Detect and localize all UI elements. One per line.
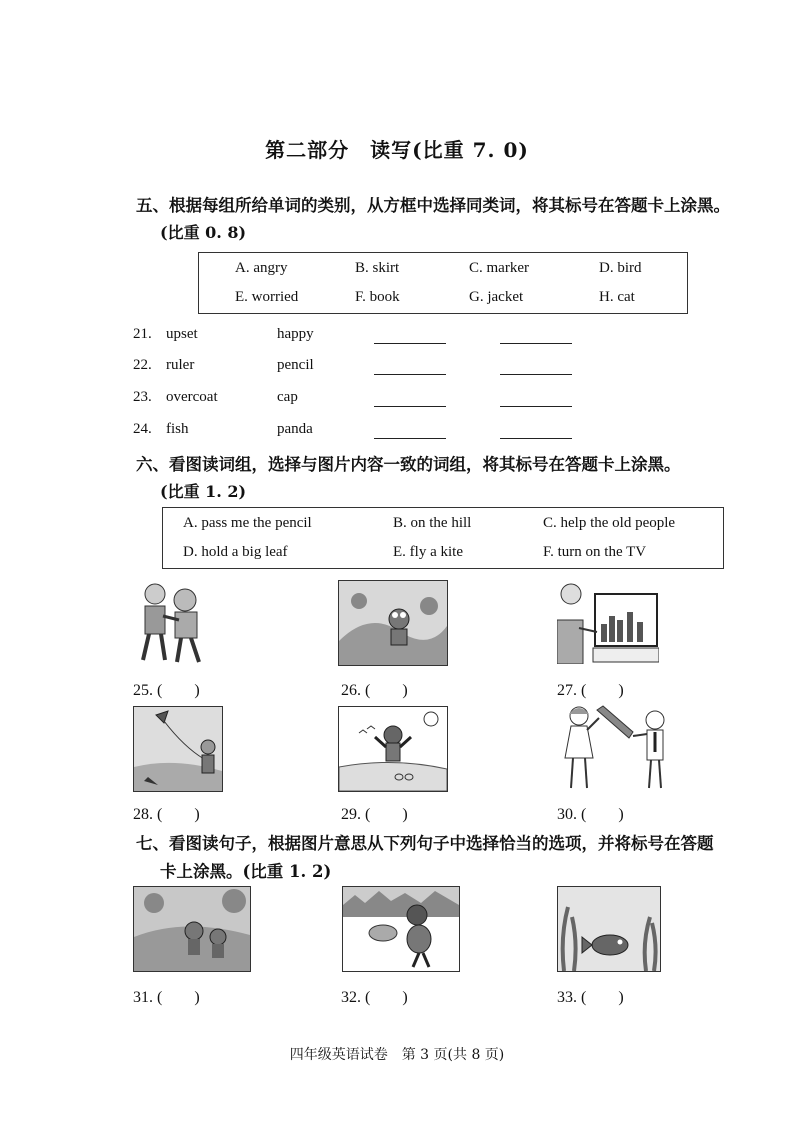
question-word-1: upset [166,326,198,342]
option-c: C. help the old people [543,515,676,531]
picture-animals-in-forest [133,886,251,972]
section-5-weight: (比重 0. 8) [160,223,247,242]
answer-blank[interactable] [374,438,446,439]
answer-blank[interactable] [500,406,572,407]
question-number: 23. [133,389,152,405]
option-d: D. hold a big leaf [183,544,288,560]
question-word-1: overcoat [166,389,218,405]
question-word-1: fish [166,421,189,437]
answer-blank[interactable] [500,343,572,344]
page-footer: 四年级英语试卷 第 3 页(共 8 页) [289,1047,505,1063]
answer-label-25[interactable]: 25. ( ) [133,682,200,699]
option-f: F. turn on the TV [543,544,647,560]
answer-label-28[interactable]: 28. ( ) [133,806,200,823]
answer-label-26[interactable]: 26. ( ) [341,682,408,699]
section-5-heading: 五、根据每组所给单词的类别，从方框中选择同类词，将其标号在答题卡上涂黑。 [136,196,730,215]
question-word-2: panda [277,421,313,437]
picture-fly-a-kite [133,706,223,792]
answer-blank[interactable] [374,374,446,375]
picture-hold-big-leaf [338,706,448,792]
answer-blank[interactable] [374,406,446,407]
option-g: G. jacket [469,289,524,305]
option-b: B. skirt [355,260,400,276]
answer-label-30[interactable]: 30. ( ) [557,806,624,823]
question-word-2: pencil [277,357,314,373]
answer-label-27[interactable]: 27. ( ) [557,682,624,699]
option-a: A. angry [235,260,288,276]
question-word-2: happy [277,326,314,342]
option-f: F. book [355,289,400,305]
answer-label-31[interactable]: 31. ( ) [133,989,200,1006]
option-a: A. pass me the pencil [183,515,312,531]
option-e: E. worried [235,289,299,305]
answer-blank[interactable] [500,438,572,439]
option-d: D. bird [599,260,642,276]
picture-fish-in-water [557,886,661,972]
section-5-option-box [198,252,688,314]
picture-pass-pencil [557,702,675,792]
option-b: B. on the hill [393,515,472,531]
option-e: E. fly a kite [393,544,463,560]
answer-label-33[interactable]: 33. ( ) [557,989,624,1006]
question-number: 22. [133,357,152,373]
picture-on-the-hill [338,580,448,666]
section-7-heading: 七、看图读句子，根据图片意思从下列句子中选择恰当的选项，并将标号在答题 [136,834,714,853]
page-title: 第二部分 读写(比重 7. 0) [265,138,529,162]
answer-blank[interactable] [500,374,572,375]
question-number: 21. [133,326,152,342]
answer-label-32[interactable]: 32. ( ) [341,989,408,1006]
question-number: 24. [133,421,152,437]
section-7-heading-continued: 卡上涂黑。(比重 1. 2) [160,862,332,881]
section-6-option-box [162,507,724,569]
option-h: H. cat [599,289,635,305]
question-word-1: ruler [166,357,195,373]
picture-turn-on-tv [557,580,659,664]
answer-blank[interactable] [374,343,446,344]
picture-help-old-people [133,580,211,664]
section-6-weight: (比重 1. 2) [160,482,247,501]
picture-bee-by-lake [342,886,460,972]
option-c: C. marker [469,260,529,276]
question-word-2: cap [277,389,298,405]
answer-label-29[interactable]: 29. ( ) [341,806,408,823]
section-6-heading: 六、看图读词组，选择与图片内容一致的词组，将其标号在答题卡上涂黑。 [136,455,681,474]
